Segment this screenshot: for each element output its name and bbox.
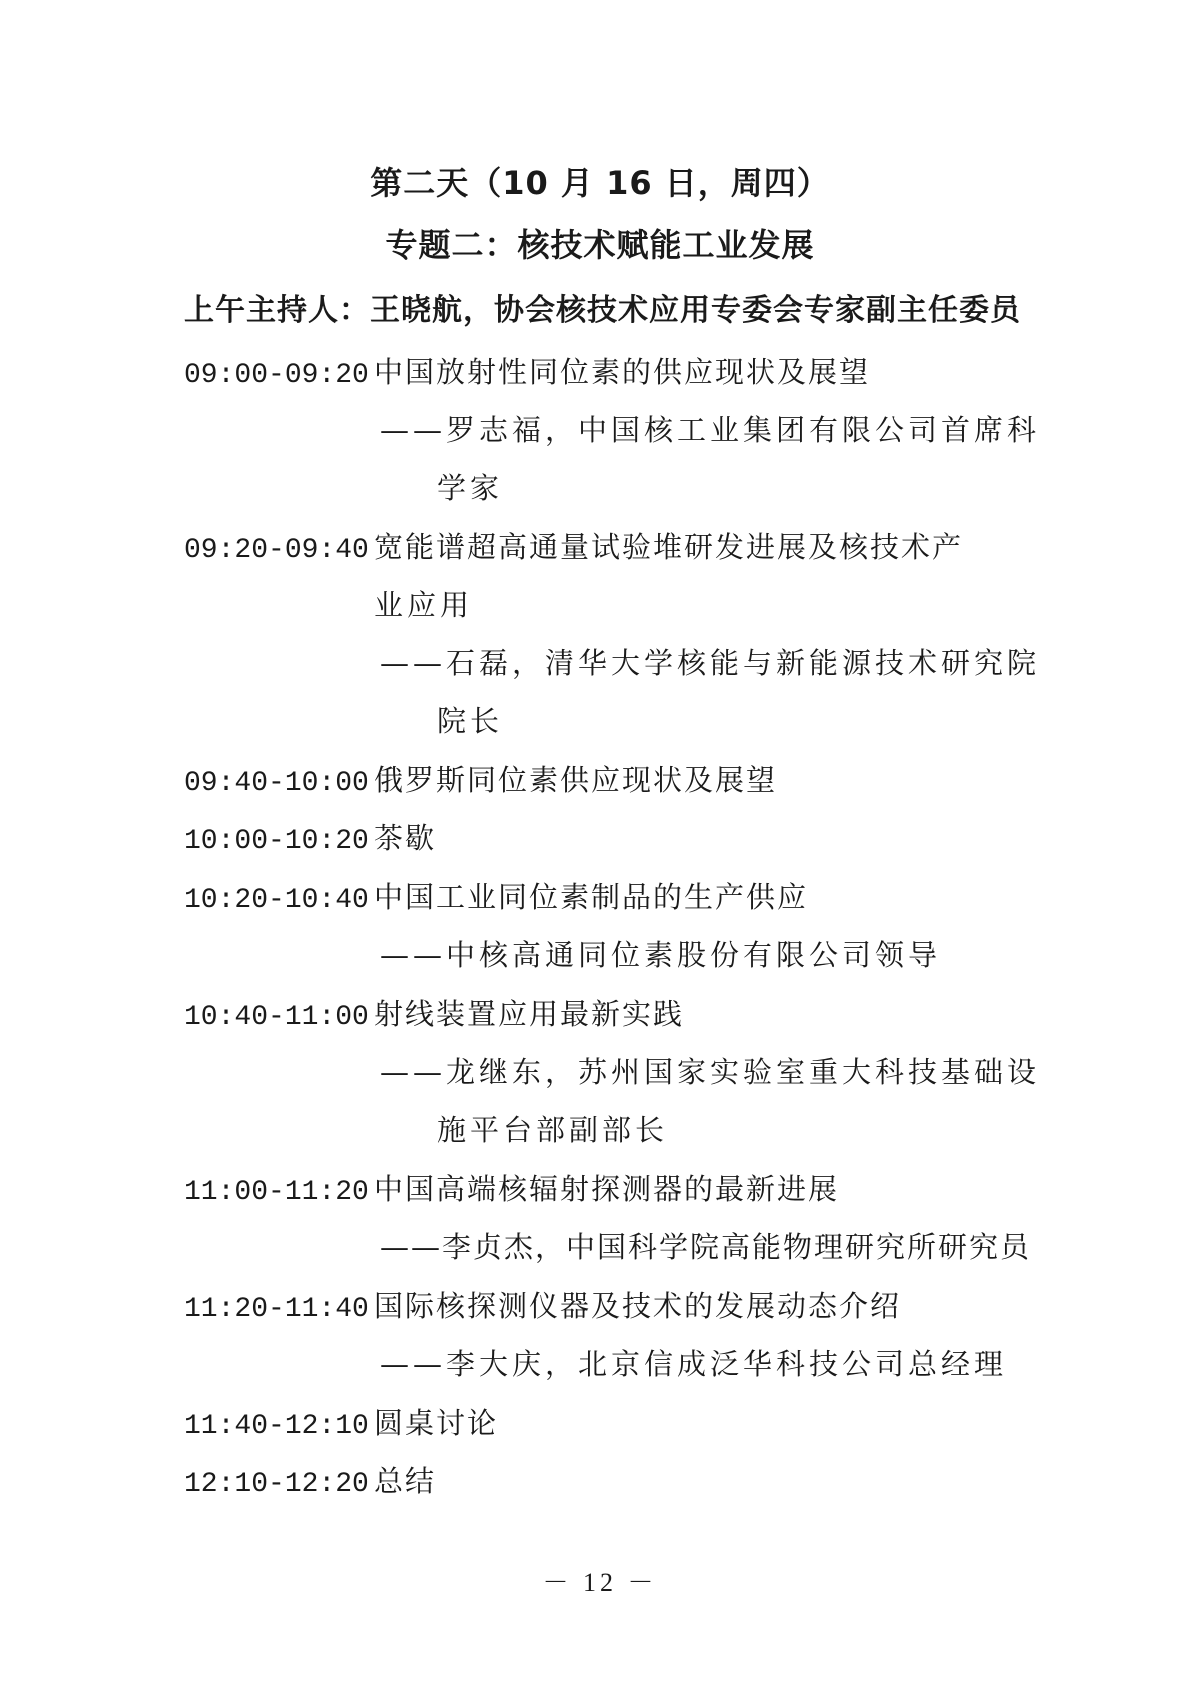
session-speaker: ——李贞杰，中国科学院高能物理研究所研究员 [380,1230,1032,1264]
session-title: 圆桌讨论 [374,1406,499,1440]
session-title: 中国工业同位素制品的生产供应 [374,880,809,914]
day-heading: 第二天（10 月 16 日，周四） [370,164,830,202]
session-time: 11:00-11:20 [184,1177,369,1208]
session-speaker: ——中核高通同位素股份有限公司领导 [380,938,942,972]
session-speaker: ——龙继东，苏州国家实验室重大科技基础设 [380,1055,1041,1089]
session-speaker-cont: 学家 [437,471,504,505]
schedule-item [184,1284,901,1325]
session-title: 总结 [374,1464,437,1498]
schedule-item [184,350,870,391]
session-time: 12:10-12:20 [184,1469,369,1500]
session-time: 09:00-09:20 [184,360,369,391]
session-time: 10:20-10:40 [184,885,369,916]
session-title-cont: 业应用 [374,588,474,622]
session-title: 茶歇 [374,821,437,855]
session-title: 中国放射性同位素的供应现状及展望 [374,355,871,389]
session-title: 俄罗斯同位素供应现状及展望 [374,763,778,797]
session-speaker: ——罗志福，中国核工业集团有限公司首席科 [380,413,1041,447]
session-title: 宽能谱超高通量试验堆研发进展及核技术产 [374,530,964,564]
session-time: 11:40-12:10 [184,1411,369,1442]
schedule-item [184,1401,498,1442]
schedule-item [184,992,684,1033]
session-time: 11:20-11:40 [184,1294,369,1325]
session-time: 09:40-10:00 [184,768,369,799]
session-time: 09:20-09:40 [184,535,369,566]
session-title: 国际核探测仪器及技术的发展动态介绍 [374,1289,902,1323]
morning-host: 上午主持人：王晓航，协会核技术应用专委会专家副主任委员 [184,293,1021,328]
session-time: 10:00-10:20 [184,826,369,857]
session-title: 中国高端核辐射探测器的最新进展 [374,1172,840,1206]
session-speaker-cont: 院长 [437,704,504,738]
page-number: － 12 － [542,1568,658,1597]
session-time: 10:40-11:00 [184,1002,369,1033]
schedule-item [184,1167,839,1208]
schedule-item [184,525,963,566]
session-speaker-cont: 施平台部副部长 [437,1113,669,1147]
schedule-item [184,875,808,916]
session-speaker: ——李大庆，北京信成泛华科技公司总经理 [380,1347,1008,1381]
schedule-item [184,758,777,799]
session-speaker: ——石磊，清华大学核能与新能源技术研究院 [380,646,1041,680]
session-title: 射线装置应用最新实践 [374,997,685,1031]
topic-heading: 专题二：核技术赋能工业发展 [385,226,815,264]
schedule-item [184,816,436,857]
schedule-item [184,1459,436,1500]
